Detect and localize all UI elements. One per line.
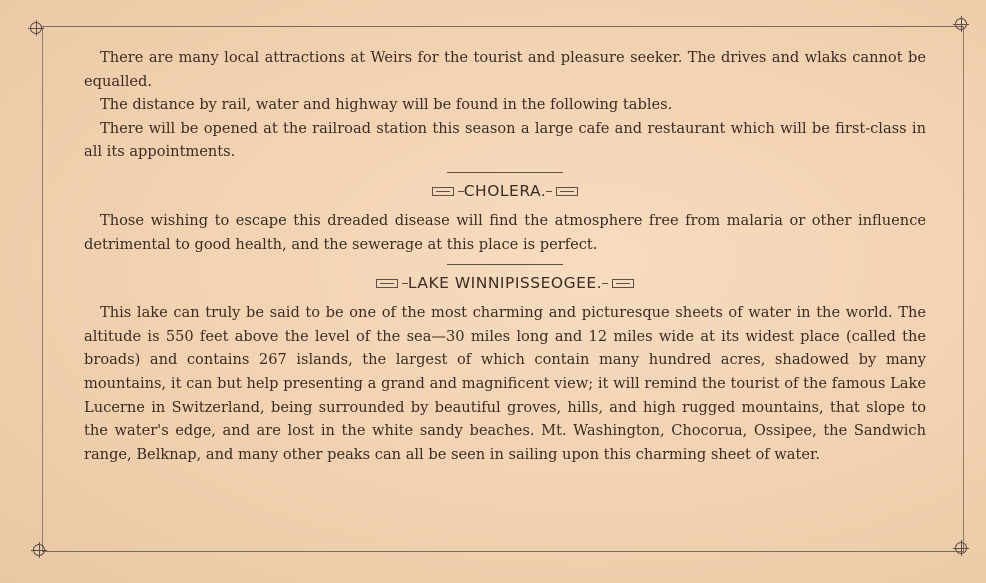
ornament-dash-icon [602,283,608,284]
corner-crosshair-icon [955,542,967,554]
ornament-left-icon [432,187,454,196]
corner-crosshair-icon [33,544,45,556]
ornament-dash-icon [546,191,552,192]
ornament-right-icon [612,279,634,288]
lake-paragraph: This lake can truly be said to be one of the most charming and picturesque sheets of water in the world. The altitude is 550 feet above the level of the sea—30 miles long and 12 miles wide at its widest place (called the broads) and contains 267 islands, the largest of which contain many hundred acres, shadowed by many mountains, it can but help presenting a grand and magnificent view; it will remind the tourist of the famous Lake Lucerne in Switzerland, being surrounded by beautiful groves, hills, and high rugged mountains, that slope to the water's edge, and are lost in the white sandy beaches. Mt. Washington, Chocorua, Ossipee, the Sandwich range, Belknap, and many other peaks can all be seen in sailing upon this charming sheet of water. [84,304,926,463]
ornament-left-icon [376,279,398,288]
section-heading-cholera [84,179,926,203]
document-body [84,46,926,466]
cholera-paragraph: Those wishing to escape this dreaded disease will find the atmosphere free from malaria or other influence detrimental to good health, and the sewerage at this place is perfect. [84,211,926,253]
intro-paragraph: There are many local attractions at Weirs for the tourist and pleasure seeker. The drives and wlaks cannot be equalled. [84,49,926,90]
section-divider [447,264,563,265]
corner-crosshair-icon [955,18,967,30]
corner-crosshair-icon [30,22,42,34]
intro-paragraph: The distance by rail, water and highway will be found in the following tables. [100,96,673,114]
section-heading-lake [84,271,926,295]
heading-text: CHOLERA. [463,181,547,200]
section-divider [447,172,563,173]
ornament-right-icon [556,187,578,196]
heading-text: LAKE WINNIPISSEOGEE. [407,274,603,293]
intro-paragraph: There will be opened at the railroad station this season a large cafe and restaurant which will be first-class in all its appointments. [84,119,926,161]
